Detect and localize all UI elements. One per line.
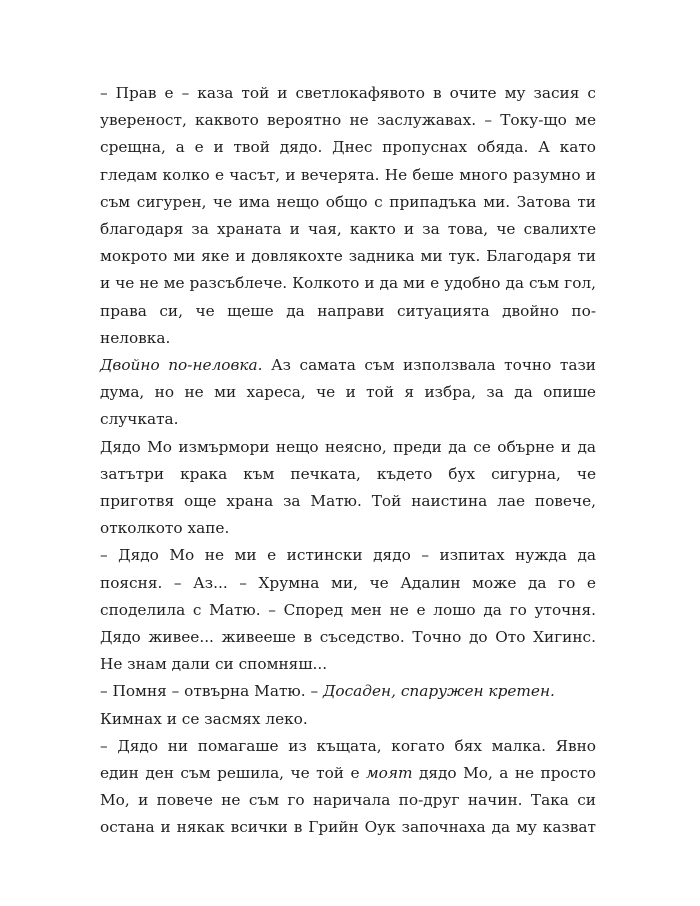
text-run: – Дядо Мо не ми е истински дядо – изпитах нужда да поясня. – Аз... – Хрумна ми, че Адалин може да го е споделила с Матю. – Според мен не е лошо да го уточня. Дядо живее... живееше в съседство. Точно до Ото Хигинс. Не знам дали си спомняш...	[100, 546, 596, 674]
paragraph-7	[100, 733, 596, 842]
text-run: – Помня – отвърна Матю. –	[100, 682, 323, 701]
text-run: Кимнах и се засмях леко.	[100, 709, 308, 728]
paragraph-3	[100, 434, 596, 543]
text-run: – Прав е – каза той и светлокафявото в очите му засия с увереност, каквото вероятно не заслужавах. – Току-що ме срещна, а е и твой дядо. Днес пропуснах обяда. А като гледам колко е часът, и вечерята. Не беше много разумно и съм сигурен, че има нещо общо с припадъка ми. Затова ти благодаря за храната и чая, както и за това, че свалихте мокрото ми яке и довлякохте задника ми тук. Благодаря ти и че не ме разсъблече. Колкото и да ми е удобно да съм гол, права си, че щеше да направи ситуацията двойно по-неловка.	[100, 84, 596, 347]
paragraph-1	[100, 80, 596, 352]
text-run: – Дядо ни помагаше из къщата, когато бях малка. Явно един ден съм решила, че той е	[100, 736, 596, 783]
text-run: дядо Мо, а не просто Мо, и повече не съм го наричала по-друг начин. Така си остана и някак всички в Грийн Оук започнаха да му казват	[100, 764, 596, 837]
italic-text-run: Досаден, спаружен кретен.	[322, 682, 555, 701]
paragraph-6	[100, 706, 596, 733]
text-run: Дядо Мо измърмори нещо неясно, преди да се обърне и да затътри крака към печката, където бух сигурна, че приготвя още храна за Матю. Той наистина лае повече, отколкото хапе.	[100, 437, 596, 538]
paragraph-2	[100, 352, 596, 434]
text-run: Аз самата съм използвала точно тази дума, но не ми хареса, че и той я избра, за да опише случката.	[100, 356, 596, 429]
italic-text-run: Двойно по-неловка.	[100, 356, 263, 375]
book-page	[100, 80, 596, 842]
italic-text-run: моят	[365, 764, 413, 783]
paragraph-5	[100, 678, 596, 705]
paragraph-4	[100, 542, 596, 678]
